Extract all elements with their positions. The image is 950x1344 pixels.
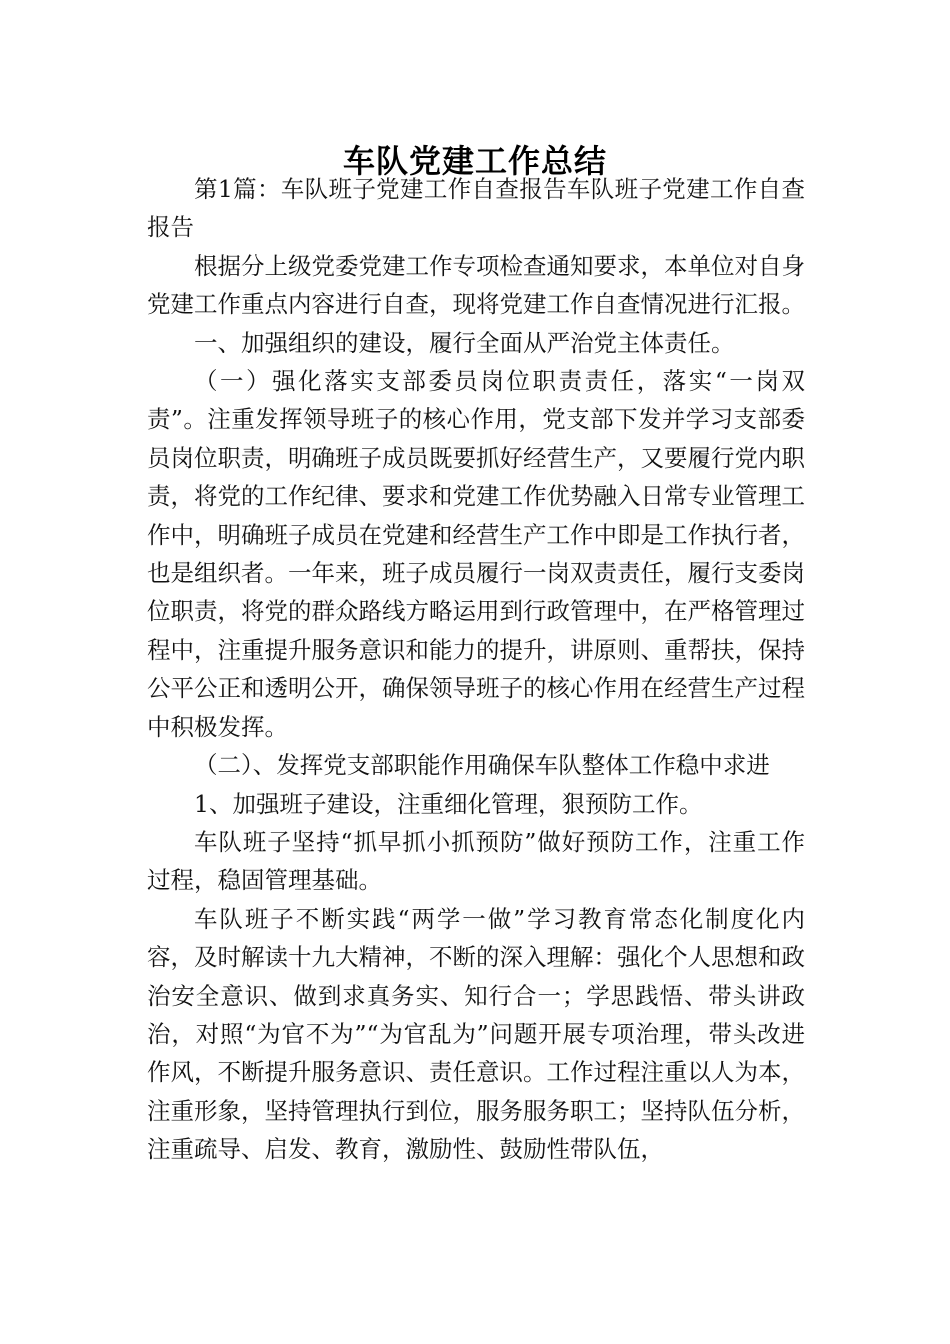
section-heading-1: 一、加强组织的建设，履行全面从严治党主体责任。 (194, 328, 735, 357)
subsection-heading-2: （二）、发挥党支部职能作用确保车队整体工作稳中求进 (194, 751, 770, 780)
paragraph-study-practice: 车队班子不断实践“两学一做”学习教育常态化制度化内容，及时解读十九大精神，不断的深入理解：强化个人思想和政治安全意识、做到求真务实、知行合一；学思践悟、带头讲政治，对照“为官不为”“为官乱为”问题开展专项治理，带头改进作风，不断提升服务意识、责任意识。工作过程注重以人为本，注重形象，坚持管理执行到位，服务服务职工；坚持队伍分析，注重疏导、启发、教育，激励性、鼓励性带队伍， (147, 904, 805, 1164)
item-heading-1: 1、加强班子建设，注重细化管理，狠预防工作。 (194, 789, 703, 818)
document-body (147, 170, 805, 1169)
paragraph-heading-chapter-1: 第1篇：车队班子党建工作自查报告车队班子党建工作自查报告 (147, 175, 805, 242)
document-title: 车队党建工作总结 (342, 142, 607, 181)
paragraph-prevention: 车队班子坚持“抓早抓小抓预防”做好预防工作，注重工作过程，稳固管理基础。 (147, 827, 805, 895)
paragraph-intro: 根据分上级党委党建工作专项检查通知要求，本单位对自身党建工作重点内容进行自查，现将党建工作自查情况进行汇报。 (147, 251, 805, 319)
paragraph-subsection-1: （一）强化落实支部委员岗位职责责任，落实“一岗双责”。注重发挥领导班子的核心作用，党支部下发并学习支部委员岗位职责，明确班子成员既要抓好经营生产，又要履行党内职责，将党的工作纪律、要求和党建工作优势融入日常专业管理工作中，明确班子成员在党建和经营生产工作中即是工作执行者，也是组织者。一年来，班子成员履行一岗双责责任，履行支委岗位职责，将党的群众路线方略运用到行政管理中，在严格管理过程中，注重提升服务意识和能力的提升，讲原则、重帮扶，保持公平公正和透明公开，确保领导班子的核心作用在经营生产过程中积极发挥。 (147, 367, 805, 741)
